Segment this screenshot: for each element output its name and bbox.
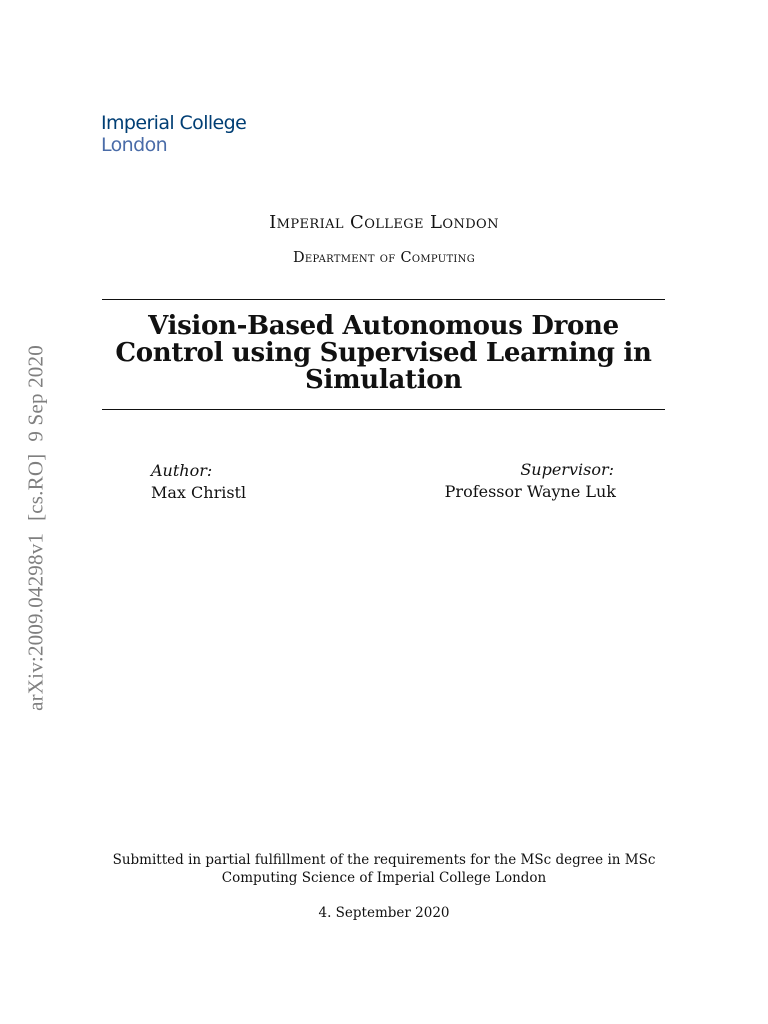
arxiv-id: arXiv:2009.04298v1 — [23, 532, 48, 711]
author-label: Author: — [151, 461, 213, 480]
thesis-title: Vision-Based Autonomous Drone Control using Supervised Learning in Simulation — [115, 311, 652, 395]
arxiv-stamp — [24, 345, 49, 711]
logo-line-2: London — [101, 134, 168, 156]
department-name: Department of Computing — [292, 250, 476, 266]
imperial-college-logo — [101, 114, 246, 156]
supervisor-name: Professor Wayne Luk — [444, 482, 616, 501]
submission-statement: Submitted in partial fulfillment of the requirements for the MSc degree in MSc Computing Science of Imperial College London — [112, 852, 656, 886]
logo-line-1: Imperial College — [101, 112, 247, 134]
submission-date: 4. September 2020 — [318, 905, 450, 921]
institution-name: Imperial College London — [269, 212, 499, 233]
supervisor-label: Supervisor: — [520, 460, 614, 479]
title-rule-top — [102, 299, 665, 300]
arxiv-date: 9 Sep 2020 — [23, 345, 48, 442]
author-name: Max Christl — [151, 483, 247, 502]
arxiv-category: [cs.RO] — [23, 453, 48, 521]
title-rule-bottom — [102, 409, 665, 410]
